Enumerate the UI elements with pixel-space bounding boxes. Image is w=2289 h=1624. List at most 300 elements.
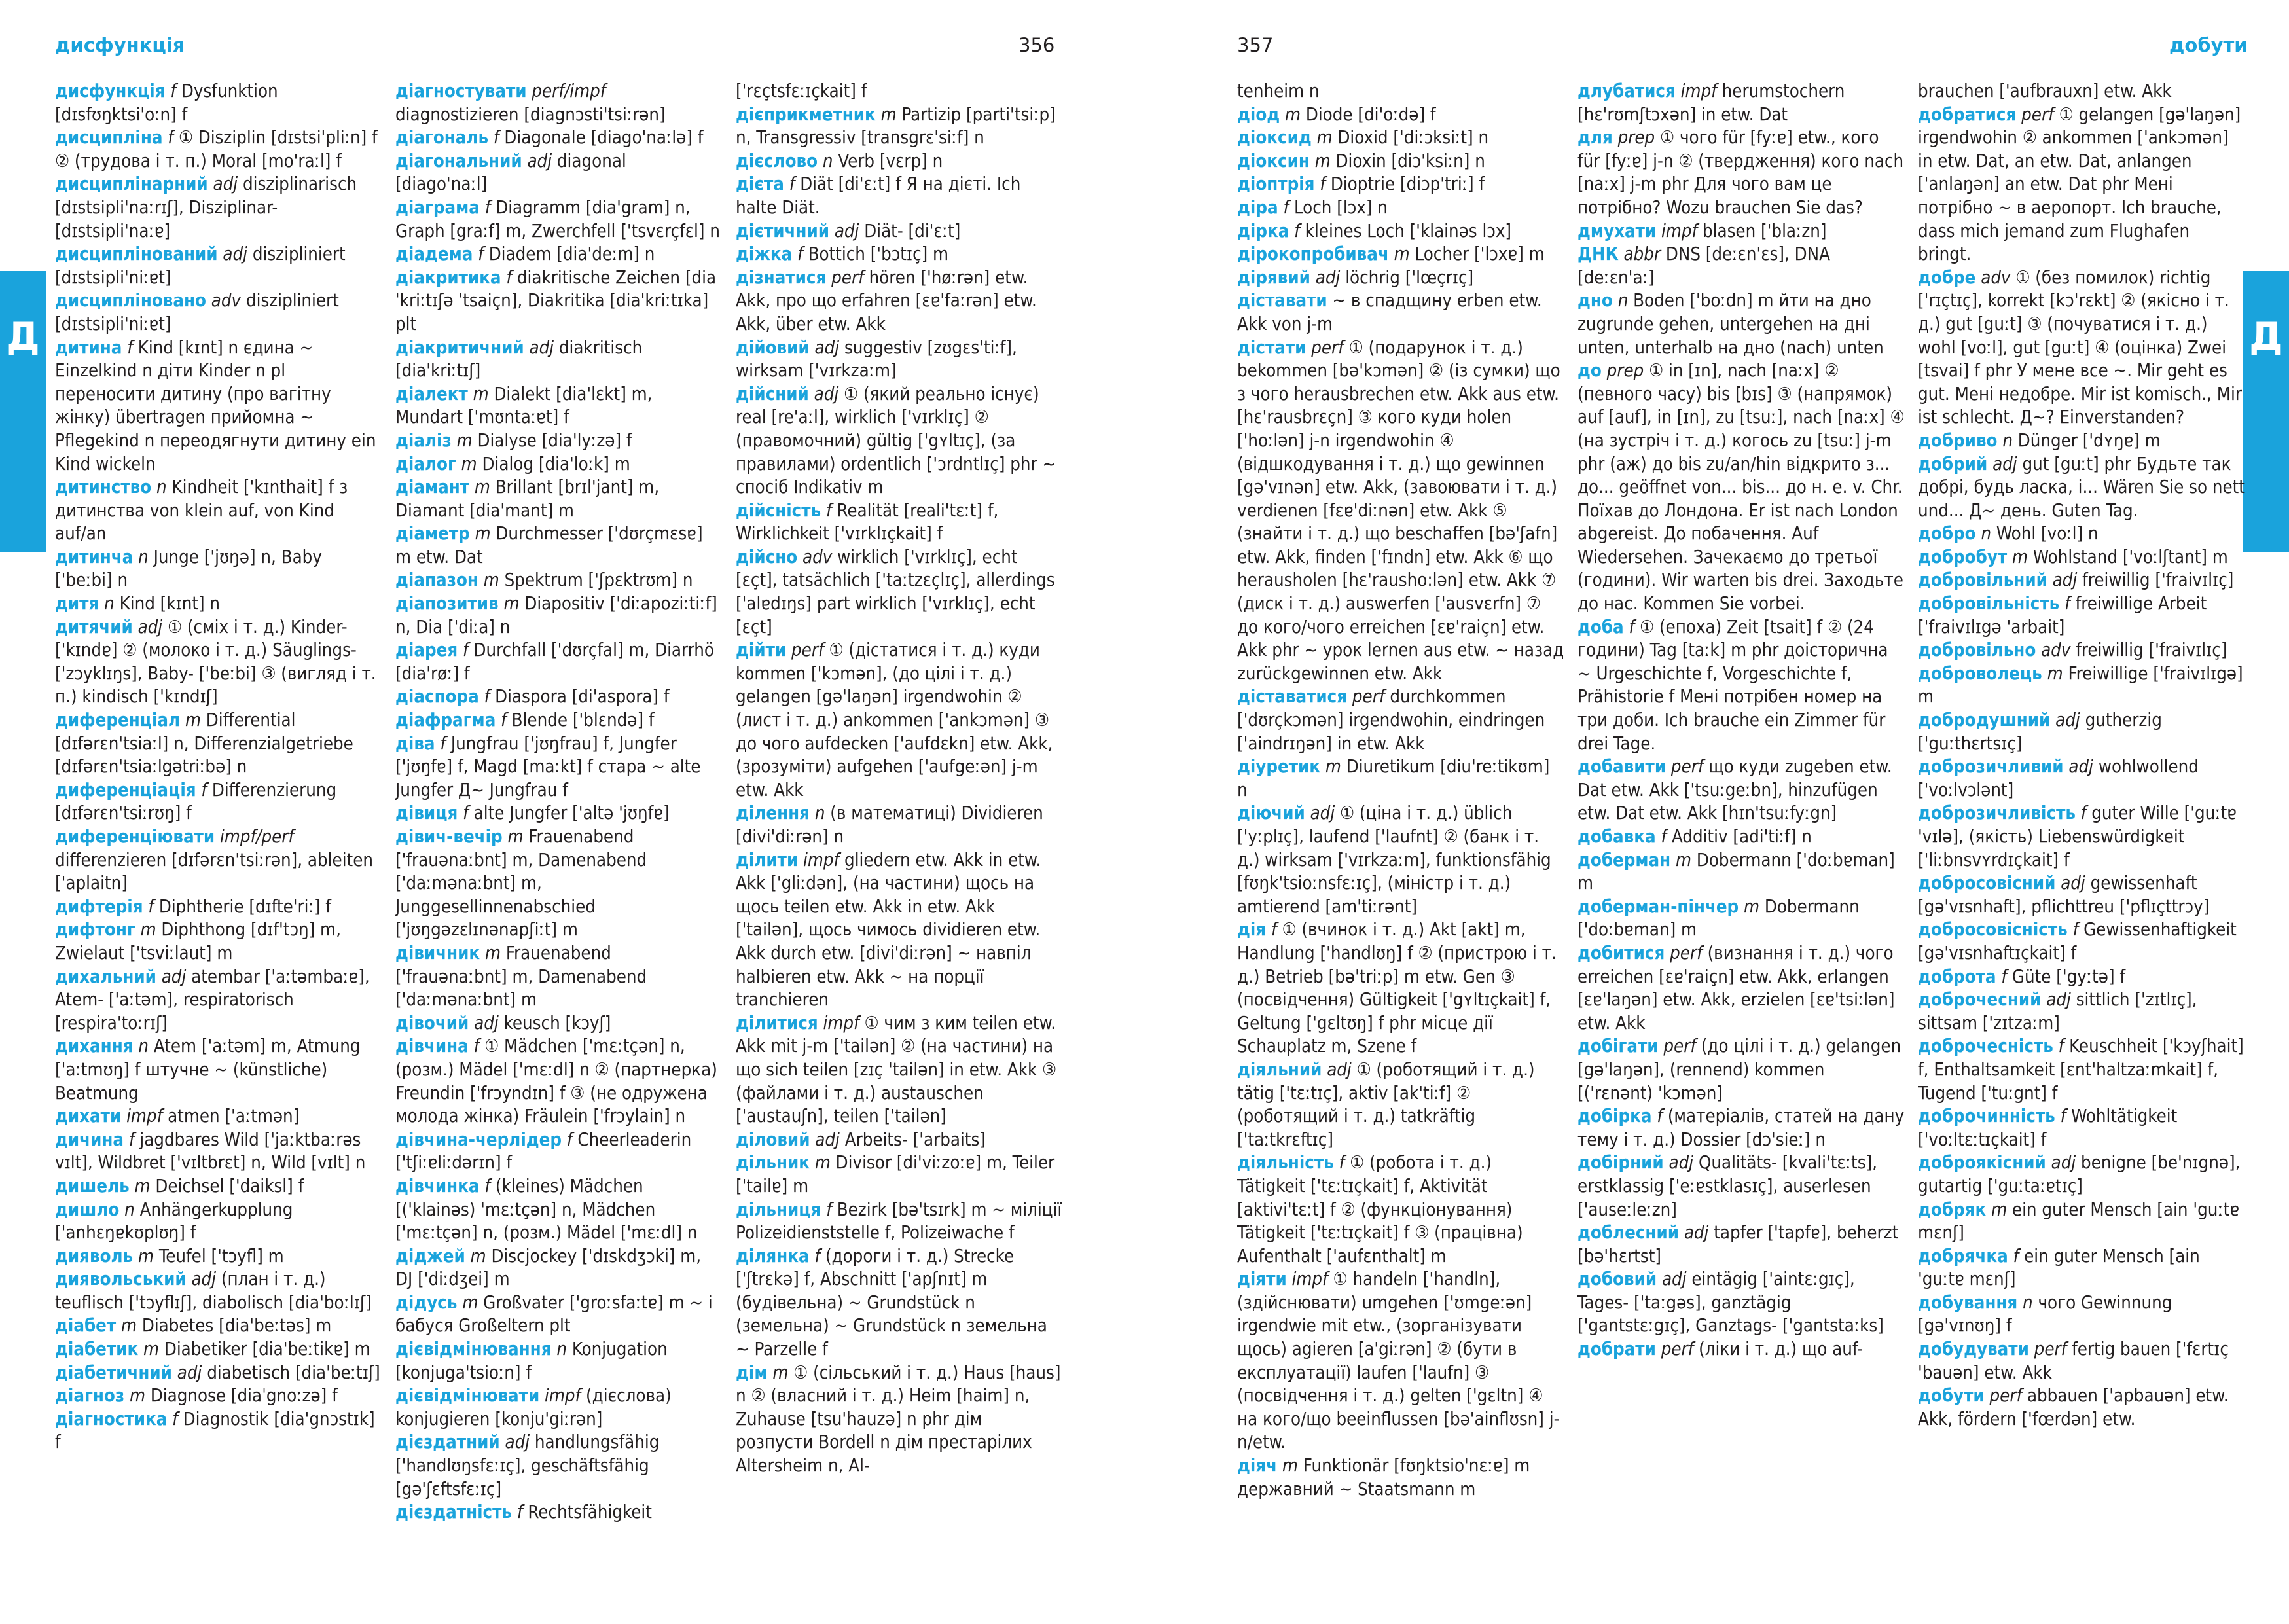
entry-definition: ① (ціна і т. д.) üblich ['yːplɪç], laufend ['laufnt] ② (банк і т. д.) wirksam ['vɪrkzaːm], funktionsfähig [fʊŋk'tsioːnsfɛːɪç], (міністр і т. д.) amtierend [am'tiːrənt] xyxy=(1237,803,1551,917)
dictionary-entry xyxy=(1237,1151,1564,1268)
entry-definition: ① чим з ким teilen etw. Akk mit j-m ['tailən] ② (на частини) на що sich teilen [zɪç 'tailən] in etw. Akk ③ (файлами і т. д.) austauschen ['austauʃn], teilen ['tailən] xyxy=(736,1013,1057,1127)
dictionary-entry xyxy=(1918,453,2245,523)
entry-definition: Funktionär [fʊŋktsio'nɛːɐ] m державний ~ Staatsmann m xyxy=(1237,1456,1530,1500)
entry-definition: Differential [dɪfərɛn'tsiaːl] n, Differenzialgetriebe [dɪfərɛn'tsiaːlgətriːbə] n xyxy=(55,710,353,778)
dictionary-entry xyxy=(1577,942,1905,1035)
entry-definition: Wohl [voːl] n xyxy=(1996,524,2099,545)
part-of-speech: m xyxy=(1991,1199,2008,1220)
entry-definition: Diagramm [dia'gram] n, Graph [graːf] m, Zwerchfell ['tsvɛrçfɛl] n xyxy=(395,197,720,242)
dictionary-entry xyxy=(1237,150,1564,173)
headword: діакритика xyxy=(395,267,501,288)
headword: діяч xyxy=(1237,1456,1278,1477)
part-of-speech: m xyxy=(137,1246,154,1267)
dictionary-entry xyxy=(395,1501,723,1525)
dictionary-entry xyxy=(55,825,382,895)
dictionary-column xyxy=(1577,80,1905,1612)
dictionary-entry xyxy=(1237,918,1564,1058)
part-of-speech: f xyxy=(1320,174,1325,195)
part-of-speech: adj xyxy=(527,151,552,171)
headword: діабетик xyxy=(55,1339,139,1360)
dictionary-column xyxy=(55,80,382,1612)
headword: діадема xyxy=(395,244,473,265)
entry-definition: ~ в спадщину erben etw. Akk von j-m xyxy=(1237,291,1542,334)
entry-definition: diszipliniert [dɪstsipli'niːɐt] xyxy=(55,244,346,288)
entry-definition: Diät [di'ɛːt] f Я на дієті. Ich halte Diät. xyxy=(736,174,1021,218)
headword: діалект xyxy=(395,384,468,405)
part-of-speech: perf xyxy=(1661,1339,1694,1360)
part-of-speech: adj xyxy=(213,174,238,195)
headword: дифтерія xyxy=(55,896,143,917)
headword: дійти xyxy=(736,640,787,661)
headword: добродушний xyxy=(1918,710,2051,731)
part-of-speech: f xyxy=(1271,920,1277,941)
part-of-speech: adj xyxy=(2051,1153,2076,1174)
part-of-speech: f xyxy=(825,500,832,521)
part-of-speech: perf xyxy=(1352,687,1385,708)
headword: діяльність xyxy=(1237,1153,1334,1174)
dictionary-entry xyxy=(736,546,1063,639)
entry-definition: Jungfrau ['jʊŋfrau] f, Jungfer ['jʊŋfɐ] f, Magd [maːkt] f стара ~ alte Jungfer Д~ Jungfrau f xyxy=(395,733,701,801)
part-of-speech: m xyxy=(185,710,201,731)
headword: диференціювати xyxy=(55,827,215,847)
dictionary-entry xyxy=(55,1128,382,1175)
dictionary-entry xyxy=(55,1314,382,1338)
part-of-speech: impf xyxy=(823,1013,859,1034)
part-of-speech: perf xyxy=(1670,757,1704,778)
part-of-speech: f xyxy=(493,128,499,149)
dictionary-entry xyxy=(395,1338,723,1384)
part-of-speech: f xyxy=(148,896,154,917)
part-of-speech: f xyxy=(2080,803,2087,824)
part-of-speech: f xyxy=(172,1409,178,1430)
dictionary-entry xyxy=(736,1245,1063,1362)
entry-definition: Deichsel ['daiksl] f xyxy=(155,1176,304,1197)
part-of-speech: f xyxy=(826,1199,832,1220)
headword: дієздатний xyxy=(395,1432,500,1453)
part-of-speech: m xyxy=(483,570,499,591)
part-of-speech: m xyxy=(772,1362,789,1383)
headword: діагональний xyxy=(395,151,522,171)
dictionary-entry xyxy=(55,616,382,709)
part-of-speech: m xyxy=(474,477,490,498)
dictionary-entry xyxy=(1237,103,1564,127)
entry-definition: Güte ['gyːtə] f xyxy=(2011,966,2126,987)
part-of-speech: f xyxy=(484,1176,491,1197)
part-of-speech: adj xyxy=(2055,710,2080,731)
headword: діва xyxy=(395,733,435,754)
dictionary-entry xyxy=(1918,802,2245,872)
headword: дівчина-черлідер xyxy=(395,1129,562,1150)
entry-definition: Differenzierung [dɪfərɛn'tsiːrʊŋ] f xyxy=(55,780,337,824)
entry-definition: atembar ['aːtəmbaːɐ], Atem- ['aːtəm], respiratorisch [respira'toːrɪʃ] xyxy=(55,966,370,1034)
part-of-speech: adj xyxy=(1315,267,1341,288)
part-of-speech: adj xyxy=(137,617,163,638)
part-of-speech: m xyxy=(129,1386,145,1407)
headword: діючий xyxy=(1237,803,1305,824)
headword: діапозитив xyxy=(395,594,499,615)
headword: дівичник xyxy=(395,943,480,964)
thumb-index-letter: Д xyxy=(2249,314,2283,359)
headword: дістати xyxy=(1237,337,1307,358)
dictionary-entry xyxy=(1577,895,1905,942)
part-of-speech: n xyxy=(138,547,149,568)
dictionary-entry xyxy=(1237,802,1564,918)
headword: доброчесний xyxy=(1918,990,2042,1011)
headword: дівчинка xyxy=(395,1176,480,1197)
headword: ділення xyxy=(736,803,810,824)
entry-definition: (в математиці) Dividieren [divi'diːrən] n xyxy=(736,803,1043,847)
entry-definition: (матеріалів, статей на дану тему і т. д.) Dossier [dɔ'sieː] n xyxy=(1577,1106,1905,1150)
headword: діагностика xyxy=(55,1409,168,1430)
left-page xyxy=(0,0,1144,1624)
dictionary-entry xyxy=(395,1384,723,1431)
part-of-speech: m xyxy=(484,943,501,964)
dictionary-entry xyxy=(736,266,1063,336)
part-of-speech: abbr xyxy=(1623,244,1661,265)
entry-definition: sittlich ['zɪtlɪç], sittsam ['zɪtzaːm] xyxy=(1918,990,2197,1034)
headword: діаграма xyxy=(395,197,480,218)
dictionary-entry xyxy=(395,1245,723,1291)
part-of-speech: f xyxy=(463,803,469,824)
entry-definition: diabetisch [dia'beːtɪʃ] xyxy=(207,1362,380,1383)
headword: добудувати xyxy=(1918,1339,2029,1360)
dictionary-entry xyxy=(1918,592,2245,639)
headword: дихати xyxy=(55,1106,122,1127)
part-of-speech: f xyxy=(168,128,173,149)
dictionary-entry xyxy=(55,336,382,477)
dictionary-entry xyxy=(736,1012,1063,1128)
dictionary-entry xyxy=(1918,709,2245,755)
part-of-speech: perf xyxy=(1663,1036,1696,1057)
entry-definition: ① (сільський і т. д.) Haus [haus] n ② (власний і т. д.) Heim [haim] n, Zuhause [tsu'hauzə] n phr дім розпусти Bordell n дім престарілих Altersheim n, Al- xyxy=(736,1362,1061,1477)
dictionary-entry xyxy=(395,639,723,685)
headword: діжка xyxy=(736,244,793,265)
dictionary-entry xyxy=(1918,1291,2245,1338)
entry-definition: Divisor [di'viːzoːɐ] m, Teiler ['tailɐ] m xyxy=(736,1153,1055,1197)
dictionary-entry xyxy=(55,126,382,173)
dictionary-entry xyxy=(736,220,1063,244)
headword: діставатися xyxy=(1237,687,1348,708)
headword: добриво xyxy=(1918,430,1998,451)
dictionary-entry xyxy=(1237,1058,1564,1151)
entry-definition: Locher ['lɔxɐ] m xyxy=(1415,244,1545,265)
headword: дірявий xyxy=(1237,267,1310,288)
dictionary-entry xyxy=(395,1035,723,1128)
part-of-speech: impf xyxy=(1291,1269,1328,1290)
part-of-speech: n xyxy=(1617,291,1629,312)
dictionary-entry xyxy=(1237,1454,1564,1501)
entry-definition: ① gelangen [gə'laŋən] irgendwohin ② ankommen ['ankɔmən] in etw. Dat, an etw. Dat, anlangen ['anlaŋən] an etw. Dat phr Мені потрібно ~ в аеропорт. Ich brauche, dass mich jemand zum Flughafen bringt. xyxy=(1918,104,2241,265)
entry-definition: Blende ['blɛndə] f xyxy=(511,710,655,731)
dictionary-entry xyxy=(1918,1384,2245,1431)
entry-definition: що куди zugeben etw. Dat etw. Akk ['tsuːgeːbn], hinzufügen etw. Dat etw. Akk [hɪn'tsuːfyːgn] xyxy=(1577,757,1892,824)
part-of-speech: adj xyxy=(814,384,839,405)
part-of-speech: adj xyxy=(2052,570,2078,591)
dictionary-entry xyxy=(736,173,1063,219)
headword: добровільно xyxy=(1918,640,2036,661)
headword: добровільність xyxy=(1918,594,2060,615)
part-of-speech: perf xyxy=(1989,1386,2023,1407)
headword: дихання xyxy=(55,1036,134,1057)
part-of-speech: f xyxy=(440,733,446,754)
part-of-speech: perf/impf xyxy=(532,81,606,101)
headword: дисциплінарний xyxy=(55,174,208,195)
entry-definition: Qualitäts- [kvali'tɛːts], erstklassig ['eːɐstklasɪç], auserlesen ['auseːleːzn] xyxy=(1577,1153,1877,1220)
entry-definition: Verb [vɛrp] n xyxy=(838,151,943,171)
headword: дієздатність xyxy=(395,1502,513,1523)
dictionary-column xyxy=(1918,80,2245,1612)
headword: дмухати xyxy=(1577,221,1657,242)
headword: дівиця xyxy=(395,803,458,824)
entry-definition: freiwillig ['fraivɪlɪç] xyxy=(2076,640,2227,661)
entry-definition: freiwillige Arbeit ['fraivɪlɪgə 'arbait] xyxy=(1918,594,2207,638)
dictionary-entry xyxy=(1237,126,1564,150)
part-of-speech: n xyxy=(822,151,833,171)
headword: диференціал xyxy=(55,710,181,731)
headword: дитя xyxy=(55,594,99,615)
part-of-speech: impf/perf xyxy=(219,827,295,847)
entry-definition: ① (робота і т. д.) Tätigkeit ['tɛːtɪçkait] f, Aktivität [aktivi'tɛːt] f ② (функціонування) Tätigkeit ['tɛːtɪçkait] f ③ (працівна) Aufenthalt ['aufɛnthalt] m xyxy=(1237,1153,1523,1267)
entry-definition: (ліки і т. д.) що auf- xyxy=(1699,1339,1863,1360)
headword: диференціація xyxy=(55,780,196,801)
part-of-speech: n xyxy=(556,1339,567,1360)
dictionary-entry xyxy=(55,1035,382,1105)
headword: добавити xyxy=(1577,757,1667,778)
entry-definition: Konjugation [konjuga'tsioːn] f xyxy=(395,1339,668,1383)
part-of-speech: adv xyxy=(211,291,242,312)
entry-definition: Cheerleaderin ['tʃiːɐliːdərɪn] f xyxy=(395,1129,692,1174)
part-of-speech: adj xyxy=(191,1269,217,1290)
part-of-speech: f xyxy=(797,244,803,265)
dictionary-entry xyxy=(736,1199,1063,1245)
entry-definition: Diphtherie [dɪfte'riː] f xyxy=(158,896,331,917)
part-of-speech: impf xyxy=(1680,81,1717,101)
entry-definition: Dobermann ['doːbɐman] m xyxy=(1577,896,1860,941)
part-of-speech: n xyxy=(1981,524,1992,545)
entry-definition: (визнання і т. д.) чого erreichen [ɛɐ'raiçn] etw. Akk, erlangen [ɛɐ'laŋən] etw. Akk, erzielen [ɛɐ'tsiːlən] etw. Akk xyxy=(1577,943,1895,1034)
dictionary-entry xyxy=(736,80,1063,103)
dictionary-entry xyxy=(1918,80,2245,103)
entry-definition: (план і т. д.) teuflisch ['tɔyflɪʃ], diabolisch [dia'boːlɪʃ] xyxy=(55,1269,372,1313)
dictionary-entry xyxy=(395,453,723,477)
headword: дійсний xyxy=(736,384,809,405)
dictionary-entry xyxy=(1577,755,1905,825)
dictionary-entry xyxy=(1237,266,1564,290)
entry-definition: ① (дістатися і т. д.) куди kommen ['kɔmən], (до цілі і т. д.) gelangen [gə'laŋən] irgendwohin ② (лист і т. д.) ankommen ['ankɔmən] ③ до чого aufdecken ['aufdɛkn] etw. Akk, (зрозуміти) aufgehen ['aufgeːən] j-m etw. Akk xyxy=(736,640,1053,801)
headword: діод xyxy=(1237,104,1280,125)
entry-definition: Discjockey ['dɪskdʒɔki] m, DJ ['diːdʒei] m xyxy=(395,1246,702,1290)
part-of-speech: f xyxy=(1283,197,1289,218)
dictionary-entry xyxy=(736,849,1063,1012)
headword: доброволець xyxy=(1918,663,2042,684)
dictionary-entry xyxy=(736,1362,1063,1478)
dictionary-entry xyxy=(395,1128,723,1175)
dictionary-entry xyxy=(736,243,1063,266)
headword: дихальний xyxy=(55,966,156,987)
dictionary-entry xyxy=(1918,546,2245,569)
dictionary-entry xyxy=(1577,1035,1905,1105)
entry-definition: (kleines) Mädchen [('klainəs) 'mɛːtçən] n, Mädchen ['mɛːtçən] n, (розм.) Mädel ['mɛːdl] n xyxy=(395,1176,698,1244)
part-of-speech: f xyxy=(127,337,133,358)
part-of-speech: f xyxy=(2001,966,2008,987)
dictionary-entry xyxy=(55,80,382,126)
headword: діджей xyxy=(395,1246,465,1267)
dictionary-entry xyxy=(395,126,723,150)
entry-definition: Wohltätigkeit ['voːltɛːtɪçkait] f xyxy=(1918,1106,2178,1150)
entry-definition: Freiwillige ['fraivɪlɪgə] m xyxy=(1918,663,2243,708)
page-number-right: 357 xyxy=(1237,34,1274,56)
entry-definition: Atem ['aːtəm] m, Atmung ['aːtmʊŋ] f штучне ~ (künstliche) Beatmung xyxy=(55,1036,361,1104)
part-of-speech: f xyxy=(1339,1153,1345,1174)
entry-definition: чого Gewinnung [gə'vɪnʊŋ] f xyxy=(1918,1292,2172,1337)
part-of-speech: adj xyxy=(1684,1223,1709,1244)
dictionary-entry xyxy=(1237,336,1564,686)
entry-definition: Dioxin [diɔ'ksiːn] n xyxy=(1335,151,1485,171)
headword: добрий xyxy=(1918,454,1988,475)
headword: добрати xyxy=(1577,1339,1656,1360)
headword: дитина xyxy=(55,337,122,358)
dictionary-entry xyxy=(1577,1151,1905,1221)
headword: до xyxy=(1577,361,1602,382)
part-of-speech: f xyxy=(814,1246,821,1267)
headword: доброчинність xyxy=(1918,1106,2055,1127)
entry-definition: (дієслова) konjugieren [konju'giːrən] xyxy=(395,1386,672,1430)
dictionary-entry xyxy=(736,639,1063,802)
dictionary-entry xyxy=(395,243,723,266)
dictionary-entry xyxy=(1577,1105,1905,1151)
headword: дільниця xyxy=(736,1199,821,1220)
part-of-speech: m xyxy=(1285,104,1301,125)
headword: доброзичливість xyxy=(1918,803,2076,824)
dictionary-entry xyxy=(736,103,1063,150)
dictionary-column xyxy=(736,80,1063,1612)
part-of-speech: f xyxy=(506,267,513,288)
dictionary-entry xyxy=(1918,1338,2245,1384)
entry-definition: durchkommen ['dʊrçkɔmən] irgendwohin, eindringen ['aindrɪŋən] in etw. Akk xyxy=(1237,687,1545,754)
dictionary-entry xyxy=(395,732,723,803)
entry-definition: hören ['høːrən] etw. Akk, про що erfahren [ɛɐ'faːrən] etw. Akk, über etw. Akk xyxy=(736,267,1037,334)
headword: дізнатися xyxy=(736,267,827,288)
part-of-speech: f xyxy=(128,1129,135,1150)
part-of-speech: n xyxy=(138,1036,149,1057)
entry-definition: brauchen ['aufbrauxn] etw. Akk xyxy=(1918,81,2172,101)
dictionary-entry xyxy=(1918,1035,2245,1105)
dictionary-entry xyxy=(1918,1245,2245,1291)
entry-definition: benigne [be'nɪgnə], gutartig ['guːtaːɐtɪç] xyxy=(1918,1153,2241,1197)
part-of-speech: m xyxy=(2012,547,2028,568)
part-of-speech: adj xyxy=(529,337,554,358)
headword: диявольський xyxy=(55,1269,187,1290)
part-of-speech: f xyxy=(789,174,795,195)
dictionary-entry xyxy=(395,429,723,453)
entry-definition: Junge ['jʊŋə] n, Baby ['beːbi] n xyxy=(55,547,322,591)
dictionary-column xyxy=(395,80,723,1612)
part-of-speech: perf xyxy=(2021,104,2054,125)
entry-definition: Diagonale [diago'naːlə] f xyxy=(504,128,704,149)
entry-definition: tapfer ['tapfɐ], beherzt [bə'hɛrtst] xyxy=(1577,1223,1899,1267)
dictionary-entry xyxy=(1237,243,1564,266)
dictionary-entry xyxy=(395,522,723,569)
headword: для xyxy=(1577,128,1613,149)
dictionary-entry xyxy=(1577,359,1905,616)
dictionary-entry xyxy=(1918,662,2245,709)
headword: ділитися xyxy=(736,1013,818,1034)
page-number-left: 356 xyxy=(1018,34,1055,56)
entry-definition: Diapositiv ['diːapoziːtiːf] n, Dia ['diːa] n xyxy=(395,594,717,638)
entry-definition: Wohlstand ['voːlʃtant] m xyxy=(2032,547,2228,568)
part-of-speech: adj xyxy=(814,337,840,358)
headword: дисфункція xyxy=(55,81,166,101)
entry-definition: Frauenabend ['frauənaːbnt] m, Damenabend ['daːmənaːbnt] m, Junggesellinnenabschied ['jʊŋgəzɛlɪnənapʃiːt] m xyxy=(395,827,647,941)
dictionary-entry xyxy=(395,266,723,336)
headword: діабет xyxy=(55,1316,117,1337)
headword: дірка xyxy=(1237,221,1289,242)
part-of-speech: adj xyxy=(834,221,859,242)
headword: дідусь xyxy=(395,1292,458,1313)
entry-definition: Arbeits- ['arbaits] xyxy=(844,1129,986,1150)
headword: дитинча xyxy=(55,547,134,568)
part-of-speech: prep xyxy=(1606,361,1644,382)
headword: дім xyxy=(736,1362,768,1383)
dictionary-entry xyxy=(55,1199,382,1245)
headword: добування xyxy=(1918,1292,2018,1313)
dictionary-entry xyxy=(1237,196,1564,220)
dictionary-entry xyxy=(55,476,382,546)
entry-definition: Diabetiker [dia'beːtikɐ] m xyxy=(164,1339,370,1360)
dictionary-entry xyxy=(395,1012,723,1036)
entry-definition: ① handeln ['handln], (здійснювати) umgehen ['ʊmgeːən] irgendwie mit etw., (зорганізувати щось) agieren [a'giːrən] ② (бути в експлуатації) laufen ['laufn] ③ (посвідчення і т. д.) gelten ['gɛltn] ④ на кого/що beeinflussen [bə'ainflʊsn] j-n/etw. xyxy=(1237,1269,1560,1453)
part-of-speech: f xyxy=(2072,920,2079,941)
headword: дієта xyxy=(736,174,784,195)
dictionary-entry xyxy=(395,383,723,429)
entry-definition: kleines Loch ['klainəs lɔx] xyxy=(1305,221,1512,242)
entry-definition: diakritische Zeichen [diaˈkriːtɪʃə ˈtsaiçn], Diakritika [dia'kriːtɪka] plt xyxy=(395,267,717,334)
entry-definition: diagonal [diago'naːl] xyxy=(395,151,626,195)
part-of-speech: impf xyxy=(803,850,840,871)
dictionary-entry xyxy=(1577,289,1905,359)
dictionary-entry xyxy=(55,173,382,243)
entry-definition: gutherzig ['guːthɛrtsɪç] xyxy=(1918,710,2162,754)
dictionary-entry xyxy=(1237,1268,1564,1454)
part-of-speech: m xyxy=(462,1292,478,1313)
entry-definition: Dobermann ['doːbɐman] m xyxy=(1577,850,1895,894)
entry-definition: blasen ['blaːzn] xyxy=(1703,221,1827,242)
part-of-speech: adj xyxy=(2046,990,2071,1011)
part-of-speech: m xyxy=(880,104,897,125)
headword: добряк xyxy=(1918,1199,1987,1220)
entry-definition: ① Mädchen ['mɛːtçən] n, (розм.) Mädel ['mɛːdl] n ② (партнерка) Freundin ['frɔyndɪn] f ③ (не одружена молода жінка) Fräulein ['frɔylain] n xyxy=(395,1036,717,1127)
dictionary-entry xyxy=(1577,243,1905,289)
dictionary-entry xyxy=(55,709,382,779)
headword: діафрагма xyxy=(395,710,496,731)
thumb-index-letter: Д xyxy=(6,314,40,359)
part-of-speech: perf xyxy=(791,640,824,661)
entry-definition: ① (роботящий і т. д.) tätig ['tɛːtɪç], aktiv [ak'tiːf] ② (роботящий і т. д.) tatkräftig ['taːtkrɛftɪç] xyxy=(1237,1059,1535,1150)
headword: добути xyxy=(1918,1386,1985,1407)
headword: діставати xyxy=(1237,291,1327,312)
part-of-speech: adj xyxy=(1310,803,1335,824)
part-of-speech: perf xyxy=(2034,1339,2067,1360)
entry-definition: Bottich ['bɔtɪç] m xyxy=(808,244,949,265)
right-page xyxy=(1144,0,2289,1624)
headword: дифтонг xyxy=(55,920,135,941)
entry-definition: löchrig ['lœçrɪç] xyxy=(1345,267,1474,288)
part-of-speech: adj xyxy=(1327,1059,1352,1080)
headword: діапазон xyxy=(395,570,478,591)
entry-definition: Dioptrie [diɔp'triː] f xyxy=(1330,174,1485,195)
entry-definition: Diagnose [diaˈgnoːzə] f xyxy=(150,1386,338,1407)
dictionary-entry xyxy=(55,918,382,965)
